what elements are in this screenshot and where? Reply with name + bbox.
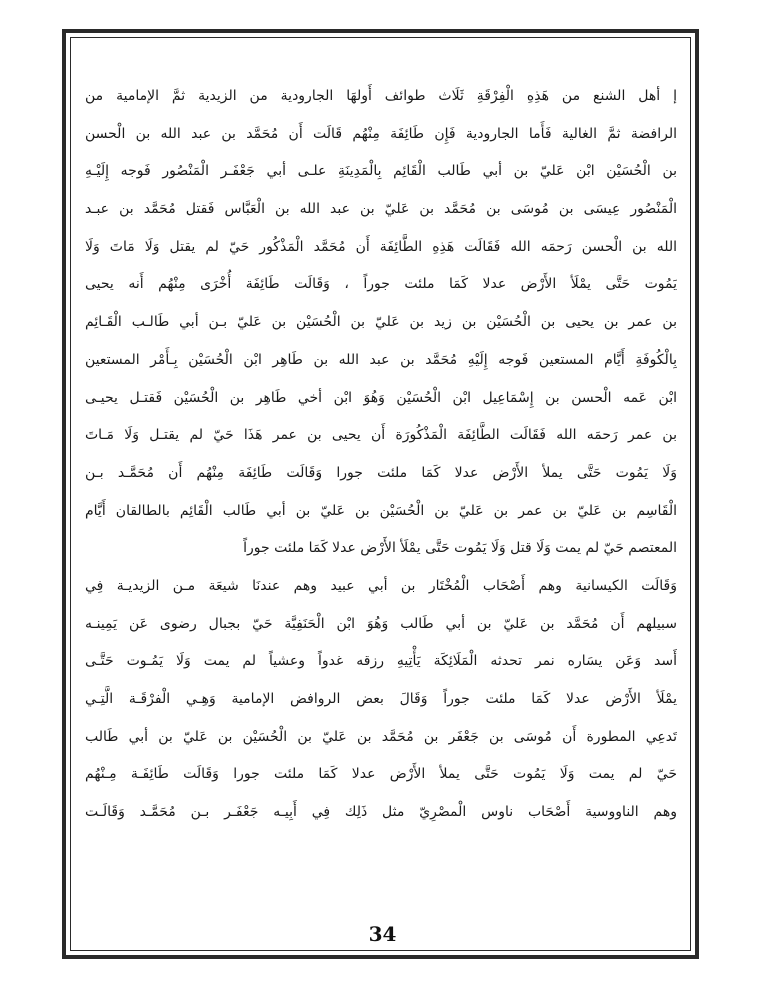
text-line: أَسد وَعَن يسَاره نمر تحدثه الْمَلَائِكَة يَأْتِيهِ رزقه غدواً وعشياً لم يمت وَلَا يَمُـوت حَتَّـى [85,653,677,670]
text-line: وَلَا يَمُوت حَتَّى يملأ الأَرْض عدلا كَمَا ملئت جورا وَقَالَت طَائِفَة مِنْهُم أَن مُحَمَّـد بـن [85,464,677,481]
text-line: وَقَالَت الكيسانية وهم أَصْحَاب الْمُخْتَار بن أبي عبيد وهم عندنَا شيعَة مـن الزيديـة فِي [85,577,677,594]
text-line: وهم الناووسية أَصْحَاب ناوس الْمصْرِيّ مثل ذَلِك فِي أَبِيـه جَعْفَـر بـن مُحَمَّـد وَقَالَـت [85,804,677,821]
text-line: بن عمر بن يحيى بن الْحُسَيْن بن زيد بن عَليّ بن الْحُسَيْن بن عَليّ بـن أبي طَالـب الْقَـائِم [85,314,677,331]
text-line: يمْلَأ الأَرْض عدلا كَمَا ملئت جوراً وَقَالَ بعض الروافض الإمامية وَهِـي الْفرْقَـة الَّتِـي [85,691,677,707]
text-line: سبيلهم أَن مُحَمَّد بن عَليّ بن أبي طَالب وَهُوَ ابْن الْحَنَفِيَّة حَيّ بجبال رضوى عَن يَمِينـه [85,615,677,632]
text-line: تَدعِي المطورة أَن مُوسَى بن جَعْفَر بن مُحَمَّد بن عَليّ بن الْحُسَيْن بن عَليّ بن أبي طَالب [85,728,677,745]
text-line: الله بن الْحسن رَحمَه الله فَقَالَت هَذِهِ الطَّائِفَة أَن مُحَمَّد الْمَذْكُور حَيّ لم يقتل وَلَا مَاتَ وَلَا [85,238,677,255]
text-line: الرافضة ثمَّ الغالية فَأَما الجارودية فَإِن طَائِفَة مِنْهُم قَالَت أَن مُحَمَّد بن عبد الله بن الْحسن [85,125,677,142]
text-line: بن عمر رَحمَه الله فَقَالَت الطَّائِفَة الْمَذْكُورَة أَن يحيى بن عمر هَذَا حَيّ لم يقتـل وَلَا مَـاتَ [85,427,677,444]
page-number: 34 [368,922,397,946]
text-line: الْمَنْصُور عِيسَى بن مُوسَى بن مُحَمَّد بن عَليّ بن عبد الله بن الْعَبَّاس فَقتل مُحَمَّد بن عبـد [85,201,677,218]
text-line: بِالْكُوفَةِ أَيَّام المستعين فَوجه إِلَيْهِ مُحَمَّد بن عبد الله بن طَاهِر ابْن الْحُسَيْن بِـأَمْر المستعين [85,351,677,368]
text-line: إ أهل الشنع من هَذِهِ الْفِرْقَةِ ثَلَاث طوائف أَولهَا الجارودية من الزيدية ثمَّ الإمامية من [85,88,677,104]
text-line: حَيّ لم يمت وَلَا يَمُوت حَتَّى يملأ الأَرْض عدلا كَمَا ملئت جورا وَقَالَت طَائِفَـة مِـنْهُم [85,766,677,783]
text-line: يَمُوت حَتَّى يمْلَأ الأَرْض عدلا كَمَا ملئت جوراً ، وَقَالَت طَائِفَة أُخْرَى مِنْهُم أَنه يحيى [85,276,677,293]
text-line: المعتصم حَيّ لم يمت وَلَا قتل وَلَا يَمُوت حَتَّى يمْلَأ الأَرْض عدلا كَمَا ملئت جوراً [243,540,677,557]
text-line: ابْن عَمه الْحسن بن إِسْمَاعِيل ابْن الْحُسَيْن وَهُوَ ابْن أخي طَاهِر بن الْحُسَيْن فَقتـل يحيـى [85,389,677,406]
body-text [85,78,677,832]
text-line: بن الْحُسَيْن ابْن عَليّ بن أبي طَالب الْقَائِم بِالْمَدِينَةِ علـى أبي جَعْفَـر الْمَنْصُور فَوجه إِلَيْـهِ [85,163,677,180]
text-line: الْقَاسِم بن عَليّ بن عمر بن عَليّ بن الْحُسَيْن بن عَليّ بن أبي طَالب الْقَائِم بالطالقان أَيَّام [85,502,677,519]
